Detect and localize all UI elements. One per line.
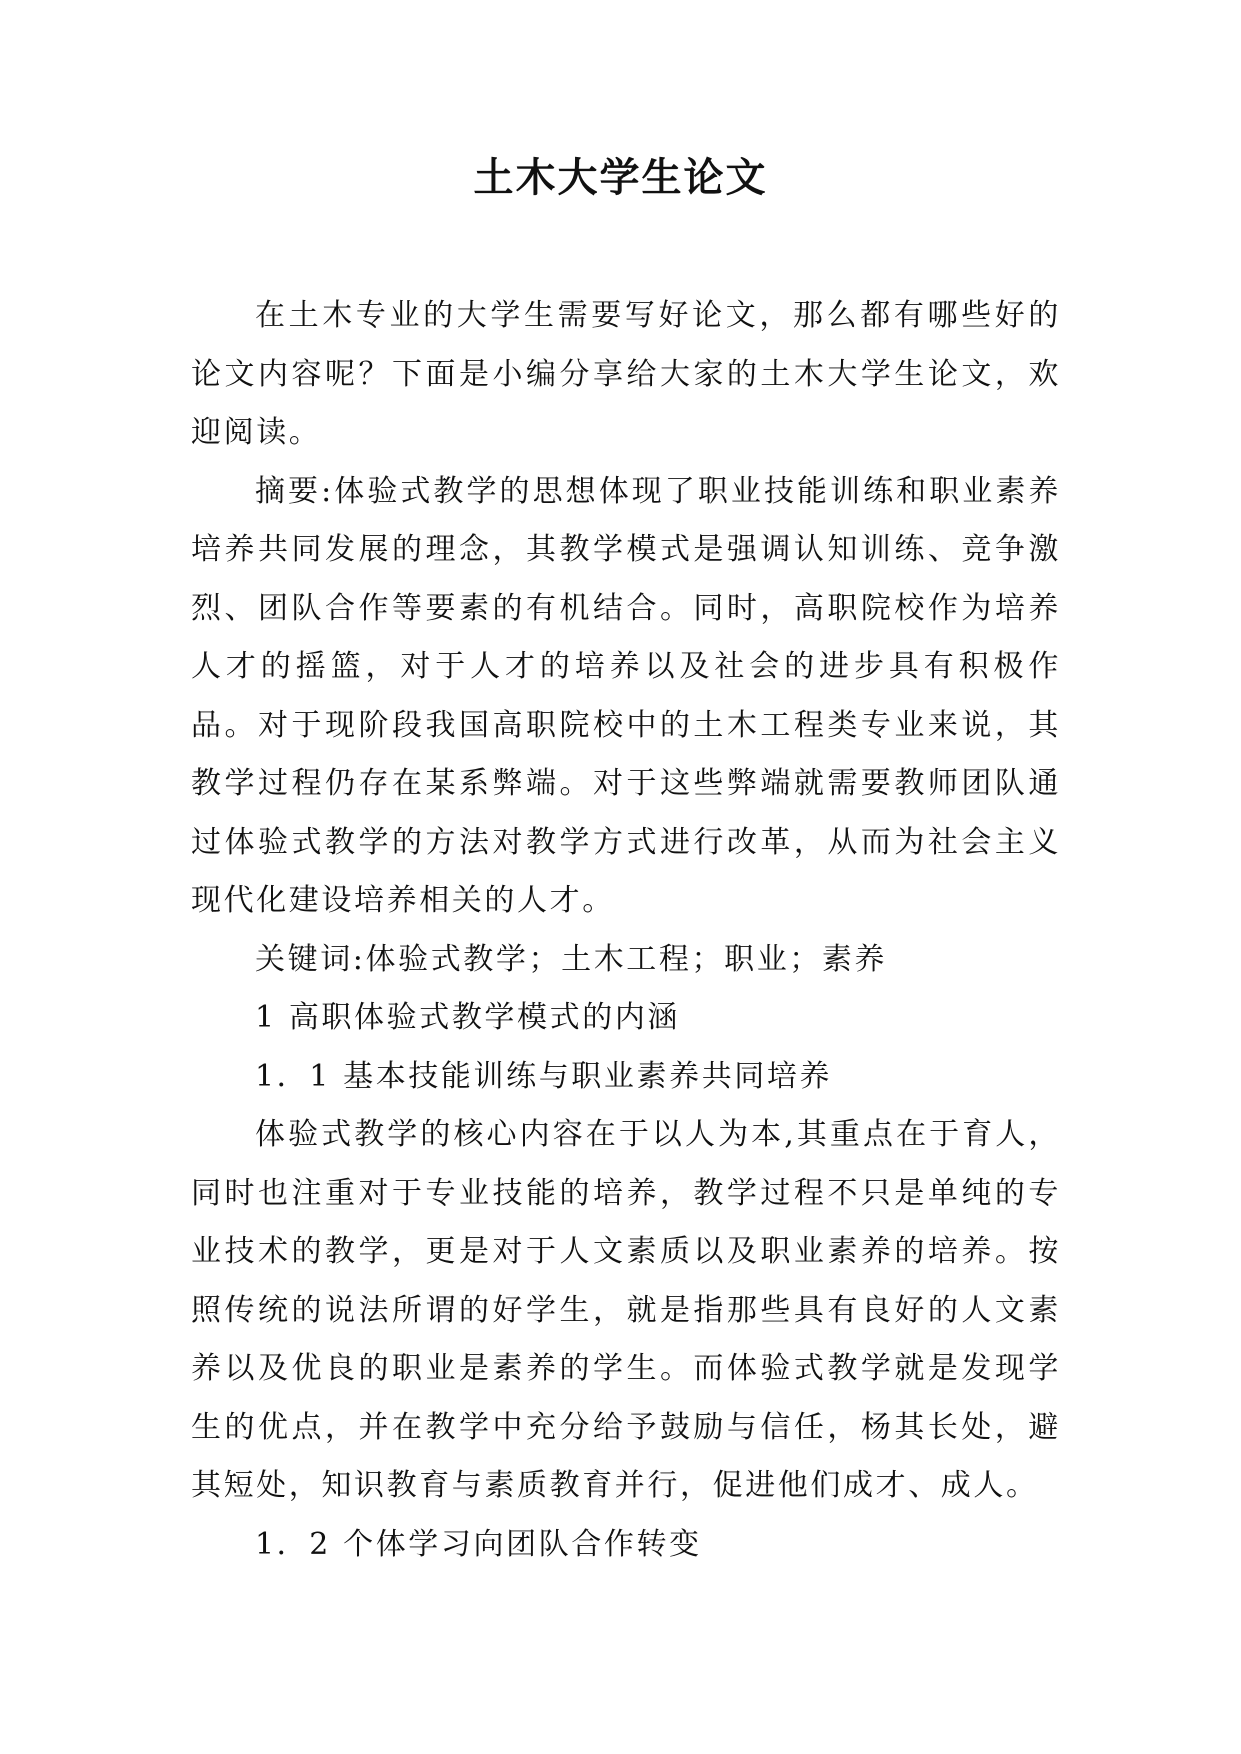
keywords-paragraph: 关键词:体验式教学；土木工程；职业；素养 — [255, 941, 888, 977]
abstract-paragraph: 摘要:体验式教学的思想体现了职业技能训练和职业素养培养共同发展的理念，其教学模式是强调认知训练、竞争激烈、团队合作等要素的有机结合。同时，高职院校作为培养人才的摇篮，对于人才的培养以及社会的进步具有积极作品。对于现阶段我国高职院校中的土木工程类专业来说，其教学过程仍存在某系弊端。对于这些弊端就需要教师团队通过体验式教学的方法对教学方式进行改革，从而为社会主义现代化建设培养相关的人才。 — [191, 473, 1061, 918]
body-paragraph: 体验式教学的核心内容在于以人为本,其重点在于育人，同时也注重对于专业技能的培养，教学过程不只是单纯的专业技术的教学，更是对于人文素质以及职业素养的培养。按照传统的说法所谓的好学生，就是指那些具有良好的人文素养以及优良的职业是素养的学生。而体验式教学就是发现学生的优点，并在教学中充分给予鼓励与信任，杨其长处，避其短处，知识教育与素质教育并行，促进他们成才、成人。 — [191, 1117, 1061, 1503]
document-title: 土木大学生论文 — [473, 155, 768, 201]
document-body — [191, 287, 1061, 1574]
subsection-heading-1-2: 1．2 个体学习向团队合作转变 — [255, 1526, 702, 1562]
section-heading-1: 1 高职体验式教学模式的内涵 — [255, 1000, 681, 1035]
subsection-heading-1-1: 1．1 基本技能训练与职业素养共同培养 — [255, 1058, 833, 1094]
intro-paragraph: 在土木专业的大学生需要写好论文，那么都有哪些好的论文内容呢？下面是小编分享给大家的土木大学生论文，欢迎阅读。 — [191, 298, 1061, 450]
